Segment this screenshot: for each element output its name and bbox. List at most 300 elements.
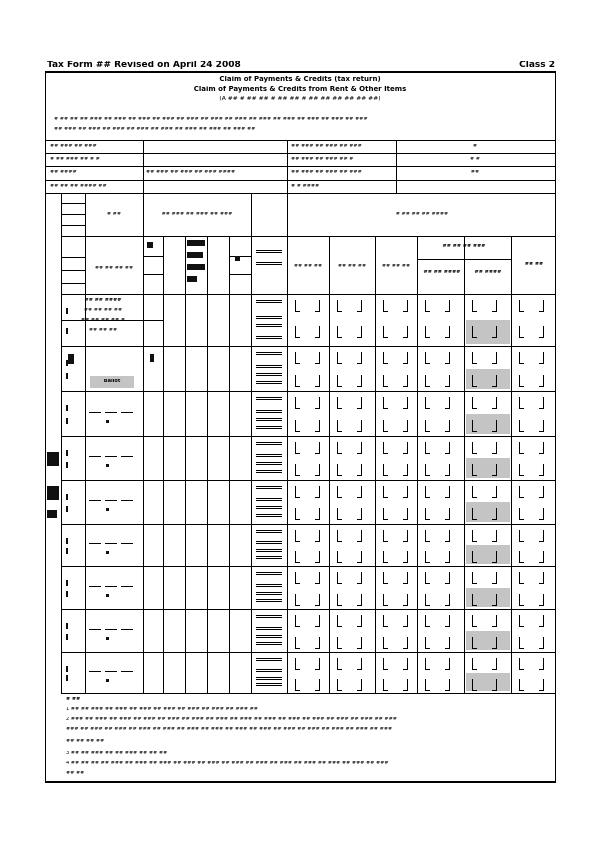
table-left-strip [61, 193, 62, 693]
fill-line [256, 592, 282, 595]
entry-bracket-left [470, 420, 481, 432]
fill-line [256, 498, 282, 501]
fill-line [256, 410, 282, 413]
row-tick [66, 462, 68, 468]
entry-bracket-right [441, 464, 452, 476]
intro-text-line: ## ### ## ### ## ### ## ### ## ### ## ### ## ### ## ### ## [54, 127, 256, 132]
entry-bracket-right [535, 508, 546, 520]
amount-column-header: ## ## ## [337, 264, 367, 269]
amount-column-line [287, 193, 288, 693]
entry-bracket-right [353, 352, 364, 364]
entry-bracket-left [335, 508, 346, 520]
entry-bracket-right [399, 420, 410, 432]
info-label: ## #### [50, 170, 77, 175]
fill-line [256, 541, 282, 544]
fill-line [256, 556, 282, 559]
column-line [143, 193, 144, 693]
fill-line [256, 418, 282, 421]
row-tick [66, 538, 68, 544]
header-mini-rule [229, 274, 251, 275]
entry-bracket-left [517, 679, 528, 691]
fill-line [256, 462, 282, 465]
entry-bracket-right [311, 352, 322, 364]
row-dash [121, 456, 133, 457]
total-header: ## ## [524, 262, 544, 267]
entry-bracket-right [535, 530, 546, 542]
split-group-header: ## ## ## ### [442, 244, 486, 249]
row-dash [121, 586, 133, 587]
entry-bracket-left [381, 615, 392, 627]
row-label-line: ## ## ## ## [83, 308, 123, 313]
fill-line [256, 572, 282, 575]
info-divider [396, 140, 397, 193]
entry-bracket-left [517, 464, 528, 476]
info-value: # [472, 144, 478, 149]
entry-bracket-right [311, 397, 322, 409]
entry-bracket-left [470, 442, 481, 454]
fill-line [256, 454, 282, 457]
info-label: ## ### ## ### ## ### [291, 170, 362, 175]
row-dash [121, 500, 133, 501]
fill-line [256, 683, 282, 686]
fill-line [256, 442, 282, 445]
fill-line [256, 599, 282, 602]
fill-line [256, 677, 282, 680]
entry-bracket-right [353, 326, 364, 338]
fill-line [256, 470, 282, 473]
entry-bracket-right [311, 326, 322, 338]
entry-bracket-right [399, 397, 410, 409]
fill-line [256, 635, 282, 638]
entry-bracket-left [335, 594, 346, 606]
entry-bracket-left [423, 420, 434, 432]
entry-bracket-right [441, 326, 452, 338]
entry-bracket-right [399, 442, 410, 454]
table-header-rule [61, 236, 556, 237]
entry-bracket-right [488, 572, 499, 584]
entry-bracket-left [470, 679, 481, 691]
row-dot [106, 637, 109, 640]
row-tick [66, 580, 68, 586]
fill-line [256, 352, 282, 355]
entry-bracket-right [488, 442, 499, 454]
entry-bracket-right [399, 508, 410, 520]
entry-bracket-left [470, 375, 481, 387]
row-dash [105, 671, 117, 672]
fill-line [256, 324, 282, 327]
entry-bracket-right [353, 637, 364, 649]
entry-bracket-right [441, 615, 452, 627]
entry-bracket-left [423, 551, 434, 563]
entry-bracket-left [517, 572, 528, 584]
entry-bracket-left [293, 594, 304, 606]
entry-bracket-right [353, 572, 364, 584]
entry-bracket-right [399, 486, 410, 498]
fill-line [256, 426, 282, 429]
entry-bracket-right [441, 658, 452, 670]
entry-bracket-right [488, 637, 499, 649]
row-dot [106, 551, 109, 554]
info-label: ## ### ## ### ## # [291, 157, 354, 162]
row-dot [106, 420, 109, 423]
entry-bracket-left [381, 508, 392, 520]
fill-line [256, 250, 282, 253]
info-row-rule [45, 153, 556, 154]
table-row-rule [61, 652, 556, 653]
entry-bracket-left [381, 352, 392, 364]
fill-line [256, 365, 282, 368]
split-header-rule [417, 259, 511, 260]
entry-bracket-left [381, 326, 392, 338]
entry-bracket-right [441, 442, 452, 454]
row-dash [105, 456, 117, 457]
entry-bracket-left [470, 637, 481, 649]
entry-bracket-left [423, 615, 434, 627]
entry-bracket-left [335, 352, 346, 364]
entry-bracket-right [311, 300, 322, 312]
entry-bracket-right [488, 679, 499, 691]
entry-bracket-left [293, 508, 304, 520]
amount-column-line [511, 236, 512, 693]
entry-bracket-left [381, 464, 392, 476]
entry-bracket-left [335, 375, 346, 387]
row-dot [106, 464, 109, 467]
entry-bracket-left [293, 679, 304, 691]
entry-bracket-right [353, 594, 364, 606]
entry-bracket-left [470, 594, 481, 606]
entry-bracket-left [517, 508, 528, 520]
info-label: # # #### [291, 184, 320, 189]
note-line: ## ## [66, 771, 85, 776]
form-subtitle: Claim of Payments & Credits from Rent & Other Items [193, 86, 407, 93]
entry-bracket-left [293, 658, 304, 670]
header-mini-rule [61, 225, 85, 226]
entry-bracket-left [470, 530, 481, 542]
entry-bracket-left [517, 375, 528, 387]
row-marker [150, 354, 154, 362]
entry-bracket-right [535, 397, 546, 409]
entry-bracket-left [293, 326, 304, 338]
entry-bracket-left [335, 486, 346, 498]
entry-bracket-right [488, 594, 499, 606]
entry-bracket-left [293, 637, 304, 649]
entry-bracket-right [311, 637, 322, 649]
entry-bracket-right [353, 615, 364, 627]
entry-bracket-right [311, 464, 322, 476]
entry-bracket-left [335, 679, 346, 691]
note-line: 3 ## ## ### ## ## ### ## ## ## [66, 751, 168, 756]
entry-bracket-left [335, 572, 346, 584]
entry-bracket-left [381, 442, 392, 454]
entry-bracket-left [293, 572, 304, 584]
entry-bracket-right [311, 508, 322, 520]
entry-bracket-right [488, 352, 499, 364]
entry-bracket-left [517, 300, 528, 312]
entry-bracket-left [423, 572, 434, 584]
row-dash [89, 671, 101, 672]
entry-bracket-left [423, 658, 434, 670]
entry-bracket-left [381, 530, 392, 542]
entry-bracket-left [517, 594, 528, 606]
entry-bracket-left [470, 464, 481, 476]
amount-group-header: # ## ## ## #### [395, 212, 449, 217]
entry-bracket-left [293, 486, 304, 498]
row-dash [105, 543, 117, 544]
entry-bracket-right [441, 551, 452, 563]
row-tick [66, 634, 68, 640]
info-label: ## ## ## #### ## [50, 184, 107, 189]
note-line: 2 ### ## ### ## ### ## ### ## ### ## ### ## ### ## ### ## ### ## ### ## ### ## ### ## ### ## ### [66, 717, 397, 722]
amount-column-line [464, 236, 465, 693]
entry-bracket-right [353, 397, 364, 409]
table-row-rule [61, 436, 556, 437]
header-black-block [187, 264, 205, 270]
column-line [185, 236, 186, 693]
entry-bracket-right [399, 551, 410, 563]
sub-header: ## ## ## ## [94, 266, 134, 271]
strip-marker [47, 452, 59, 466]
entry-bracket-right [488, 615, 499, 627]
entry-bracket-right [311, 615, 322, 627]
entry-bracket-right [399, 326, 410, 338]
entry-bracket-left [293, 420, 304, 432]
entry-bracket-left [517, 637, 528, 649]
entry-bracket-right [353, 530, 364, 542]
entry-bracket-left [335, 442, 346, 454]
entry-bracket-right [441, 300, 452, 312]
fill-line [256, 262, 282, 265]
form-title: Claim of Payments & Credits (tax return) [219, 76, 381, 83]
strip-marker [47, 486, 59, 500]
entry-bracket-left [517, 530, 528, 542]
entry-bracket-right [399, 300, 410, 312]
info-value: # # [470, 157, 480, 162]
note-line: ## ## ## ## [66, 739, 105, 744]
entry-bracket-right [311, 420, 322, 432]
header-mini-rule [143, 274, 163, 275]
entry-bracket-left [381, 397, 392, 409]
row-tick [66, 591, 68, 597]
entry-bracket-left [517, 551, 528, 563]
header-mini-rule [143, 256, 163, 257]
entry-bracket-right [399, 615, 410, 627]
entry-bracket-left [423, 486, 434, 498]
row-dash [89, 586, 101, 587]
entry-bracket-left [470, 326, 481, 338]
row-sub-rule [143, 320, 163, 321]
entry-bracket-right [311, 442, 322, 454]
row-tick [66, 494, 68, 500]
entry-bracket-left [335, 397, 346, 409]
entry-bracket-right [441, 637, 452, 649]
note-line: ### ## ### ## ### ## ### ## ### ## ### ## ### ## ### ## ### ## ### ## ### ## ### ## ### ## ### [66, 727, 393, 732]
entry-bracket-right [353, 551, 364, 563]
strip-marker [47, 510, 57, 518]
column-line [85, 193, 86, 693]
entry-bracket-right [488, 551, 499, 563]
entry-bracket-left [293, 464, 304, 476]
row-dash [89, 500, 101, 501]
info-divider [143, 140, 144, 193]
entry-bracket-right [441, 397, 452, 409]
entry-bracket-right [488, 530, 499, 542]
row-tick [66, 373, 68, 379]
entry-bracket-left [423, 397, 434, 409]
entry-bracket-left [381, 375, 392, 387]
header-mini-rule [61, 203, 85, 204]
amount-column-line [375, 236, 376, 693]
row-dash [105, 629, 117, 630]
entry-bracket-left [335, 464, 346, 476]
fill-line [256, 397, 282, 400]
entry-bracket-left [335, 615, 346, 627]
entry-bracket-left [517, 352, 528, 364]
description-header: ## ### ## ### ## ### [161, 212, 233, 217]
row-label-line: ## ## #### [84, 298, 122, 303]
entry-bracket-left [517, 397, 528, 409]
entry-bracket-left [470, 572, 481, 584]
table-row-rule [61, 524, 556, 525]
entry-bracket-right [311, 679, 322, 691]
entry-bracket-left [423, 352, 434, 364]
entry-bracket-left [293, 375, 304, 387]
row-dash [121, 671, 133, 672]
entry-bracket-left [517, 615, 528, 627]
entry-bracket-right [441, 594, 452, 606]
row-dash [121, 629, 133, 630]
form-id-header: Tax Form ## Revised on April 24 2008 [47, 61, 241, 70]
header-black-block [235, 256, 240, 261]
entry-bracket-left [293, 300, 304, 312]
entry-bracket-left [517, 420, 528, 432]
entry-bracket-right [488, 464, 499, 476]
amount-column-line [417, 236, 418, 693]
entry-bracket-left [335, 420, 346, 432]
row-tick [66, 666, 68, 672]
entry-bracket-right [535, 300, 546, 312]
note-line: 1 ## ## ### ## ### ## ### ## ### ## ### ## ### ## ### ## [66, 707, 258, 712]
entry-bracket-right [535, 486, 546, 498]
info-row-rule [45, 166, 556, 167]
fill-line [256, 336, 282, 339]
row-sub-rule [61, 320, 143, 321]
row-dash [105, 586, 117, 587]
entry-bracket-right [488, 326, 499, 338]
entry-bracket-right [311, 551, 322, 563]
entry-bracket-left [381, 594, 392, 606]
info-value: ## ### ## ### ## ### #### [146, 170, 236, 175]
entry-bracket-right [399, 572, 410, 584]
entry-bracket-left [423, 464, 434, 476]
fill-line [256, 506, 282, 509]
entry-bracket-left [381, 551, 392, 563]
entry-bracket-left [293, 442, 304, 454]
row-tick [66, 405, 68, 411]
entry-bracket-left [517, 658, 528, 670]
entry-bracket-left [517, 442, 528, 454]
entry-bracket-right [535, 615, 546, 627]
fill-line [256, 530, 282, 533]
fill-line [256, 584, 282, 587]
header-mini-rule [61, 270, 85, 271]
fill-line [256, 316, 282, 319]
table-row-rule [61, 346, 556, 347]
entry-bracket-left [293, 615, 304, 627]
entry-bracket-right [311, 658, 322, 670]
entry-bracket-right [488, 508, 499, 520]
entry-bracket-left [423, 442, 434, 454]
entry-bracket-left [293, 530, 304, 542]
entry-bracket-right [441, 352, 452, 364]
entry-bracket-right [353, 464, 364, 476]
row-type-header: # ## [106, 212, 122, 217]
entry-bracket-right [399, 464, 410, 476]
amount-column-header: ## ## ## [381, 264, 411, 269]
row-dash [105, 500, 117, 501]
table-row-rule [61, 609, 556, 610]
entry-bracket-left [381, 572, 392, 584]
header-mini-rule [61, 283, 85, 284]
column-line [229, 236, 230, 693]
fill-line [256, 669, 282, 672]
row-dash [121, 412, 133, 413]
entry-bracket-left [423, 300, 434, 312]
entry-bracket-right [311, 572, 322, 584]
table-row-rule [61, 693, 556, 694]
entry-bracket-left [517, 486, 528, 498]
entry-bracket-left [293, 352, 304, 364]
note-line: 4 ## ## ## ## ### ## ### ## ### ## ### ## ### ## ### ## ### ## ### ## ### ## ### ## ### ## ### [66, 761, 389, 766]
amount-column-line [329, 236, 330, 693]
entry-bracket-left [423, 594, 434, 606]
entry-bracket-left [335, 551, 346, 563]
entry-bracket-right [488, 486, 499, 498]
row-dash [89, 543, 101, 544]
table-row-rule [61, 391, 556, 392]
header-mini-rule [229, 256, 251, 257]
entry-bracket-left [335, 637, 346, 649]
entry-bracket-right [488, 397, 499, 409]
entry-bracket-left [335, 530, 346, 542]
entry-bracket-right [399, 352, 410, 364]
entry-bracket-right [535, 375, 546, 387]
section-rule [45, 140, 556, 141]
entry-bracket-left [381, 679, 392, 691]
row-tick [66, 328, 68, 334]
row-dash [105, 412, 117, 413]
row-tick [66, 675, 68, 681]
entry-bracket-left [423, 326, 434, 338]
row-dash [89, 412, 101, 413]
entry-bracket-right [441, 420, 452, 432]
entry-bracket-left [517, 326, 528, 338]
row-dot [106, 594, 109, 597]
entry-bracket-right [353, 658, 364, 670]
header-black-block [147, 242, 153, 248]
column-line [163, 236, 164, 693]
entry-bracket-left [423, 679, 434, 691]
fill-line [256, 549, 282, 552]
info-label: ## ### ## ### [50, 144, 97, 149]
entry-bracket-left [335, 326, 346, 338]
entry-bracket-left [381, 300, 392, 312]
header-black-block [187, 240, 205, 246]
entry-bracket-left [381, 486, 392, 498]
info-row-rule [45, 180, 556, 181]
entry-bracket-right [441, 508, 452, 520]
row-dash [89, 629, 101, 630]
entry-bracket-right [399, 679, 410, 691]
